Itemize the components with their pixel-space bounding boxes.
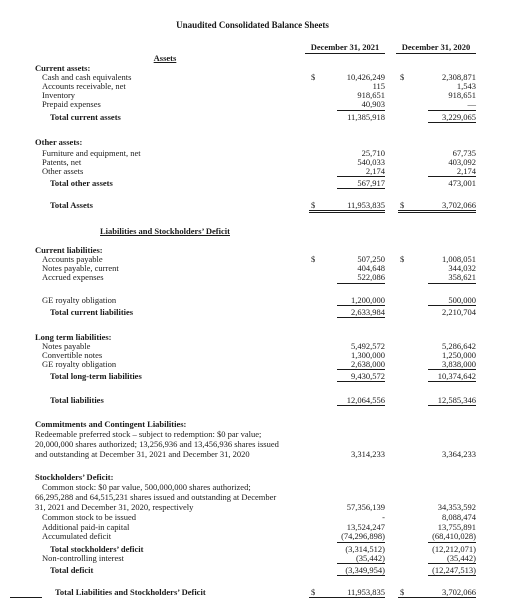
total-liabilities-value-2020: 12,585,346 [437, 395, 476, 405]
current-asset-row-label: Inventory [42, 90, 76, 100]
accounts-payable-dollar-2021: $ [311, 254, 316, 264]
total-assets-double-rule-2020 [398, 212, 476, 213]
total-other-assets-value-2020: 473,001 [448, 178, 476, 188]
total-assets-rule-2021 [309, 210, 385, 211]
non-controlling-interest-value-2020: (35,442) [446, 553, 476, 563]
accumulated-deficit-rule-2021 [337, 542, 385, 543]
current-assets-subtotal-rule-2021 [337, 110, 385, 111]
commitments-heading: Commitments and Contingent Liabilities: [35, 419, 187, 429]
commitments-line: and outstanding at December 31, 2021 and December 31, 2020 [35, 449, 250, 459]
other-assets-subtotal-rule-2020 [428, 176, 476, 177]
stockholders-row-value-2021: - [382, 512, 385, 522]
current-asset-row-value-2020: 1,543 [456, 81, 476, 91]
other-asset-row-value-2020: 403,092 [448, 157, 476, 167]
stockholders-row-label: Accumulated deficit [42, 531, 112, 541]
stockholders-heading: Stockholders’ Deficit: [35, 472, 114, 482]
total-liabilities-and-deficit-value-2021: 11,953,835 [347, 587, 385, 597]
long-term-liability-row-label: Convertible notes [42, 350, 103, 360]
total-current-liabilities-rule-2021 [337, 317, 385, 318]
total-assets-value-2020: 3,702,066 [442, 200, 476, 210]
total-other-assets-value-2021: 567,917 [357, 178, 385, 188]
current-liability-row-value-2020: 358,621 [448, 272, 476, 282]
current-asset-row-label: Prepaid expenses [42, 99, 101, 109]
stockholders-row-value-2021: (74,296,898) [341, 531, 385, 541]
column-header-2020-underline [396, 53, 476, 54]
stockholders-row-value-2020: 13,755,891 [437, 522, 476, 532]
long-term-liability-row-value-2021: 1,300,000 [351, 350, 385, 360]
total-current-liabilities-value-2020: 2,210,704 [442, 307, 476, 317]
total-other-assets-rule-2021 [337, 188, 385, 189]
column-header-2021: December 31, 2021 [310, 42, 380, 52]
current-liability-row-value-2021: 1,200,000 [351, 295, 385, 305]
current-asset-row-value-2020: — [467, 99, 476, 109]
column-header-2021-underline [305, 53, 385, 54]
current-liability-row-value-2021: 507,250 [357, 254, 385, 264]
total-current-assets-value-2021: 11,385,918 [347, 112, 385, 122]
stockholders-row-value-2020: (68,410,028) [432, 531, 476, 541]
liabilities-heading: Liabilities and Stockholders’ Deficit [100, 226, 230, 236]
common-stock-line: 31, 2021 and December 31, 2020, respectively [35, 502, 194, 512]
total-current-assets-rule-2020 [428, 122, 476, 123]
bottom-left-rule [10, 597, 42, 598]
other-asset-row-label: Patents, net [42, 157, 82, 167]
other-asset-row-value-2021: 25,710 [361, 148, 385, 158]
total-assets-double-rule-2021 [309, 212, 385, 213]
current-liability-row-value-2020: 344,032 [448, 263, 476, 273]
total-assets-dollar-2020: $ [400, 200, 405, 210]
stockholders-row-value-2021: 13,524,247 [346, 522, 385, 532]
total-liabilities-rule-2021 [337, 405, 385, 406]
non-controlling-interest-rule-2021 [337, 563, 385, 564]
total-assets-value-2021: 11,953,835 [347, 200, 385, 210]
redeemable-preferred-value-2021: 3,314,233 [351, 449, 385, 459]
current-liability-row-value-2020: 1,008,051 [442, 254, 476, 264]
total-stockholders-deficit-label: Total stockholders’ deficit [50, 544, 144, 554]
total-deficit-rule-2020 [428, 575, 476, 576]
current-asset-row-value-2021: 918,651 [357, 90, 385, 100]
current-asset-row-value-2021: 115 [372, 81, 385, 91]
current-asset-row-value-2020: 918,651 [448, 90, 476, 100]
current-liability-row-label: GE royalty obligation [42, 295, 117, 305]
long-term-liability-row-label: GE royalty obligation [42, 359, 117, 369]
total-lse-dollar-2021: $ [311, 587, 316, 597]
total-long-term-liabilities-rule-2021 [337, 381, 385, 382]
total-deficit-value-2020: (12,247,513) [432, 565, 476, 575]
non-controlling-interest-rule-2020 [428, 563, 476, 564]
other-asset-row-label: Furniture and equipment, net [42, 148, 141, 158]
total-liabilities-value-2021: 12,064,556 [346, 395, 385, 405]
accounts-payable-dollar-2020: $ [400, 254, 405, 264]
accumulated-deficit-rule-2020 [428, 542, 476, 543]
total-other-assets-label: Total other assets [50, 178, 113, 188]
current-asset-row-value-2021: 40,903 [361, 99, 385, 109]
total-lse-rule-2020 [398, 597, 476, 598]
other-assets-subtotal-rule-2021 [337, 176, 385, 177]
other-asset-row-value-2020: 2,174 [456, 166, 476, 176]
other-assets-heading: Other assets: [35, 137, 83, 147]
long-term-liability-row-value-2020: 5,286,642 [442, 341, 476, 351]
long-term-liabilities-heading: Long term liabilities: [35, 332, 112, 342]
column-header-2020: December 31, 2020 [401, 42, 471, 52]
stockholders-row-label: Additional paid-in capital [42, 522, 130, 532]
total-stockholders-deficit-value-2020: (12,212,071) [432, 544, 476, 554]
total-deficit-value-2021: (3,349,954) [345, 565, 385, 575]
long-term-subtotal-rule-2020 [428, 369, 476, 370]
cash-dollar-2020: $ [400, 72, 405, 82]
current-asset-row-label: Cash and cash equivalents [42, 72, 132, 82]
total-assets-label: Total Assets [50, 200, 93, 210]
total-deficit-label: Total deficit [50, 565, 94, 575]
total-deficit-rule-2021 [337, 575, 385, 576]
current-liability-row-value-2021: 522,086 [357, 272, 385, 282]
total-current-assets-label: Total current assets [50, 112, 121, 122]
total-current-liabilities-value-2021: 2,633,984 [351, 307, 385, 317]
common-stock-line: Common stock: $0 par value, 500,000,000 shares authorized; [42, 482, 251, 492]
long-term-liability-row-label: Notes payable [42, 341, 91, 351]
total-assets-rule-2020 [398, 210, 476, 211]
other-asset-row-value-2021: 540,033 [357, 157, 385, 167]
stockholders-row-label: Common stock to be issued [42, 512, 136, 522]
current-liability-row-label: Accounts payable [42, 254, 103, 264]
total-current-liabilities-label: Total current liabilities [50, 307, 134, 317]
total-long-term-liabilities-rule-2020 [428, 381, 476, 382]
total-liabilities-and-deficit-value-2020: 3,702,066 [442, 587, 476, 597]
total-assets-dollar-2021: $ [311, 200, 316, 210]
current-liability-row-label: Notes payable, current [42, 263, 119, 273]
redeemable-preferred-value-2020: 3,364,233 [442, 449, 476, 459]
statement-title: Unaudited Consolidated Balance Sheets [176, 20, 329, 30]
non-controlling-interest-value-2021: (35,442) [355, 553, 385, 563]
total-liabilities-and-deficit-label: Total Liabilities and Stockholders’ Deficit [55, 587, 206, 597]
current-liabilities-subtotal-rule-2021 [337, 305, 385, 306]
long-term-liability-row-value-2020: 3,838,000 [442, 359, 476, 369]
common-stock-value-2021: 57,356,139 [346, 502, 385, 512]
accrued-expenses-rule-2020 [428, 283, 476, 284]
other-asset-row-value-2021: 2,174 [365, 166, 385, 176]
total-liabilities-rule-2020 [428, 405, 476, 406]
long-term-liability-row-value-2020: 1,250,000 [442, 350, 476, 360]
total-liabilities-label: Total liabilities [50, 395, 104, 405]
current-liabilities-subtotal-rule-2020 [428, 305, 476, 306]
total-long-term-liabilities-value-2021: 9,430,572 [351, 371, 385, 381]
stockholders-row-value-2020: 8,088,474 [442, 512, 476, 522]
long-term-subtotal-rule-2021 [337, 369, 385, 370]
current-liability-row-value-2020: 500,000 [448, 295, 476, 305]
total-current-assets-value-2020: 3,229,065 [442, 112, 476, 122]
current-asset-row-value-2021: 10,426,249 [346, 72, 385, 82]
commitments-line: Redeemable preferred stock – subject to redemption: $0 par value; [35, 429, 262, 439]
current-liability-row-label: Accrued expenses [42, 272, 104, 282]
current-asset-row-label: Accounts receivable, net [42, 81, 126, 91]
total-long-term-liabilities-value-2020: 10,374,642 [437, 371, 476, 381]
total-stockholders-deficit-value-2021: (3,314,512) [345, 544, 385, 554]
accrued-expenses-rule-2021 [337, 283, 385, 284]
common-stock-value-2020: 34,353,592 [437, 502, 476, 512]
current-liability-row-value-2021: 404,648 [357, 263, 385, 273]
total-lse-dollar-2020: $ [400, 587, 405, 597]
commitments-line: 20,000,000 shares authorized; 13,256,936 and 13,456,936 shares issued [35, 439, 279, 449]
current-liabilities-heading: Current liabilities: [35, 245, 103, 255]
cash-dollar-2021: $ [311, 72, 316, 82]
current-assets-heading: Current assets: [35, 63, 91, 73]
current-asset-row-value-2020: 2,308,871 [442, 72, 476, 82]
total-long-term-liabilities-label: Total long-term liabilities [50, 371, 142, 381]
other-asset-row-label: Other assets [42, 166, 84, 176]
current-assets-subtotal-rule-2020 [428, 110, 476, 111]
long-term-liability-row-value-2021: 2,638,000 [351, 359, 385, 369]
non-controlling-interest-label: Non-controlling interest [42, 553, 124, 563]
other-asset-row-value-2020: 67,735 [452, 148, 476, 158]
long-term-liability-row-value-2021: 5,492,572 [351, 341, 385, 351]
total-lse-rule-2021 [309, 597, 385, 598]
assets-heading: Assets [153, 53, 177, 63]
common-stock-line: 66,295,288 and 64,515,231 shares issued and outstanding at December [35, 492, 277, 502]
